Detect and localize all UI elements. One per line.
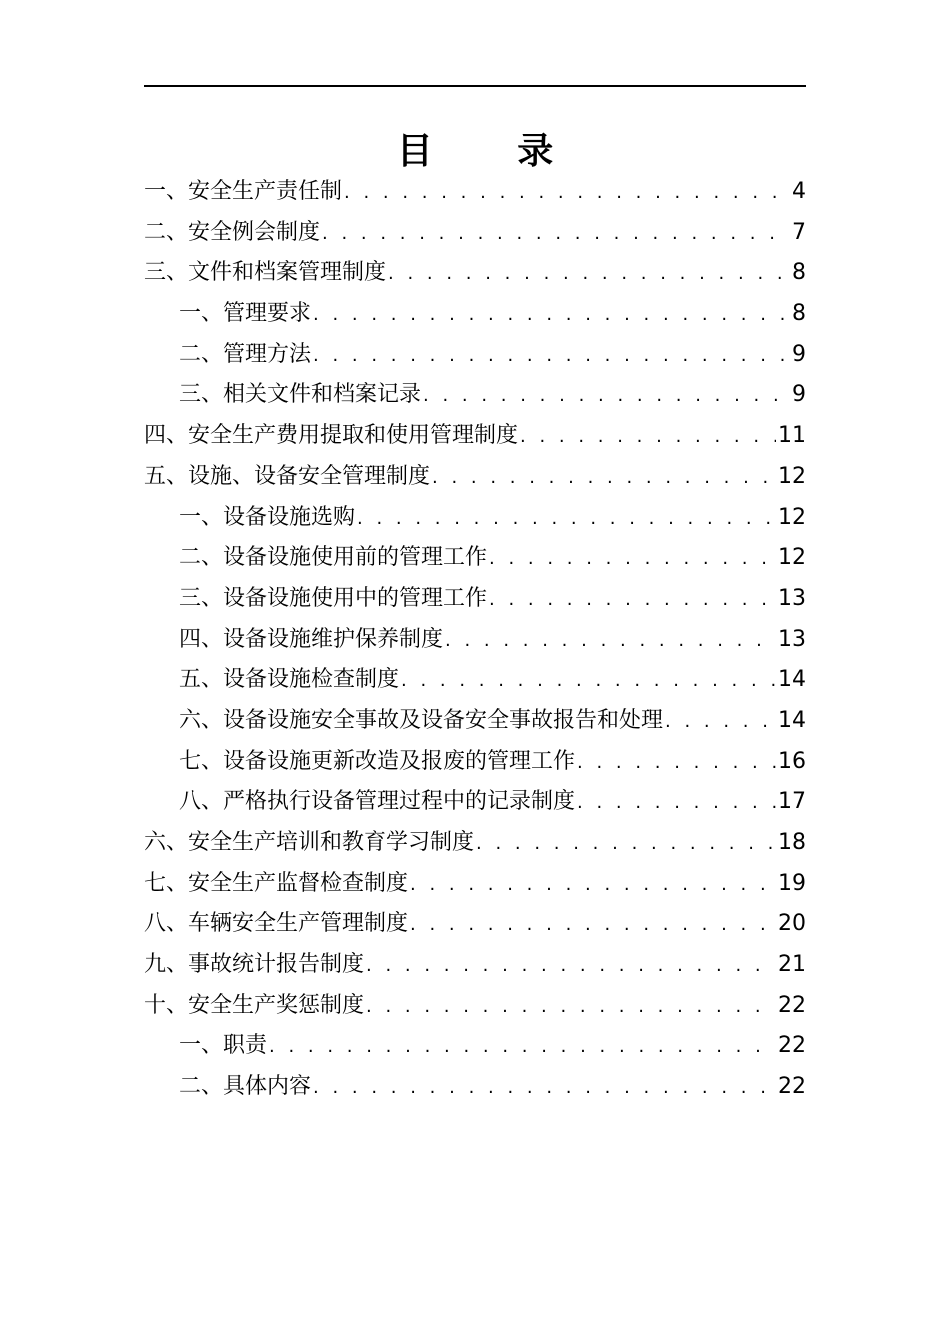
toc-leader-dots: [344, 173, 790, 214]
toc-entry-page: 9: [792, 341, 806, 367]
toc-entry[interactable]: [144, 457, 806, 498]
toc-entry[interactable]: [144, 701, 806, 742]
toc-entry[interactable]: [144, 538, 806, 579]
toc-entry-label: 一、管理要求: [179, 301, 312, 327]
toc-entry-page: 12: [778, 463, 806, 489]
toc-leader-dots: [313, 336, 790, 377]
toc-entry-label: 二、具体内容: [179, 1074, 312, 1100]
toc-entry-page: 19: [778, 870, 806, 896]
toc-entry-page: 22: [778, 1033, 806, 1059]
toc-entry-page: 9: [792, 382, 806, 408]
toc-leader-dots: [313, 1068, 776, 1109]
toc-list: [144, 172, 806, 1108]
toc-entry-label: 二、管理方法: [179, 341, 312, 367]
toc-leader-dots: [445, 621, 776, 662]
toc-leader-dots: [410, 905, 776, 946]
toc-entry[interactable]: [144, 945, 806, 986]
toc-leader-dots: [489, 539, 776, 580]
toc-entry-label: 二、设备设施使用前的管理工作: [179, 545, 488, 571]
toc-leader-dots: [476, 824, 776, 865]
header-rule: [144, 85, 806, 87]
toc-entry[interactable]: [144, 579, 806, 620]
toc-entry[interactable]: [144, 904, 806, 945]
toc-entry-label: 一、安全生产责任制: [144, 179, 343, 204]
toc-entry-page: 8: [792, 260, 806, 286]
toc-entry-label: 三、相关文件和档案记录: [179, 382, 422, 408]
toc-entry-label: 八、严格执行设备管理过程中的记录制度: [179, 789, 576, 815]
toc-entry[interactable]: [144, 986, 806, 1027]
toc-leader-dots: [366, 987, 776, 1028]
toc-entry-page: 11: [778, 423, 806, 449]
toc-leader-dots: [388, 254, 790, 295]
toc-entry[interactable]: [144, 1067, 806, 1108]
toc-title: 目 录: [396, 131, 590, 172]
toc-entry-page: 20: [778, 911, 806, 937]
toc-entry-page: 7: [792, 219, 806, 245]
toc-leader-dots: [401, 661, 776, 702]
toc-entry-page: 22: [778, 1074, 806, 1100]
toc-entry-page: 12: [778, 504, 806, 530]
toc-entry[interactable]: [144, 213, 806, 254]
toc-entry-page: 13: [778, 585, 806, 611]
toc-entry-label: 五、设施、设备安全管理制度: [144, 463, 431, 489]
toc-entry[interactable]: [144, 498, 806, 539]
toc-leader-dots: [357, 499, 776, 540]
toc-entry-page: 22: [778, 992, 806, 1018]
toc-entry[interactable]: [144, 253, 806, 294]
toc-entry-label: 七、设备设施更新改造及报废的管理工作: [179, 748, 576, 774]
toc-entry-label: 三、文件和档案管理制度: [144, 260, 387, 286]
toc-entry-page: 4: [792, 179, 806, 204]
toc-entry-label: 八、车辆安全生产管理制度: [144, 911, 409, 937]
toc-entry[interactable]: [144, 172, 806, 213]
toc-entry[interactable]: [144, 660, 806, 701]
toc-entry-label: 一、职责: [179, 1033, 268, 1059]
toc-leader-dots: [269, 1027, 776, 1068]
toc-entry-page: 14: [778, 707, 806, 733]
toc-entry-label: 四、安全生产费用提取和使用管理制度: [144, 423, 519, 449]
toc-leader-dots: [489, 580, 776, 621]
toc-entry-label: 六、设备设施安全事故及设备安全事故报告和处理: [179, 707, 664, 733]
toc-entry[interactable]: [144, 335, 806, 376]
toc-entry-label: 五、设备设施检查制度: [179, 667, 400, 693]
toc-entry-page: 21: [778, 952, 806, 978]
toc-entry[interactable]: [144, 1026, 806, 1067]
toc-entry-page: 14: [778, 667, 806, 693]
toc-leader-dots: [432, 458, 776, 499]
toc-leader-dots: [423, 376, 790, 417]
toc-entry-label: 一、设备设施选购: [179, 504, 356, 530]
toc-entry[interactable]: [144, 823, 806, 864]
toc-leader-dots: [366, 946, 776, 987]
toc-entry-page: 17: [778, 789, 806, 815]
toc-leader-dots: [577, 783, 776, 824]
toc-entry[interactable]: [144, 294, 806, 335]
toc-leader-dots: [313, 295, 790, 336]
toc-entry[interactable]: [144, 782, 806, 823]
toc-leader-dots: [520, 417, 776, 458]
toc-entry[interactable]: [144, 864, 806, 905]
toc-leader-dots: [577, 743, 776, 784]
toc-entry-label: 九、事故统计报告制度: [144, 952, 365, 978]
toc-entry-label: 六、安全生产培训和教育学习制度: [144, 830, 475, 855]
toc-entry-page: 12: [778, 545, 806, 571]
toc-entry-label: 七、安全生产监督检查制度: [144, 870, 409, 896]
toc-entry[interactable]: [144, 620, 806, 661]
toc-entry-page: 8: [792, 301, 806, 327]
toc-entry-label: 十、安全生产奖惩制度: [144, 992, 365, 1018]
toc-entry-label: 二、安全例会制度: [144, 219, 321, 245]
toc-leader-dots: [322, 214, 790, 255]
toc-entry-page: 18: [778, 830, 806, 855]
toc-entry-page: 16: [778, 748, 806, 774]
toc-leader-dots: [665, 702, 776, 743]
toc-entry-page: 13: [778, 626, 806, 652]
toc-entry[interactable]: [144, 742, 806, 783]
toc-entry[interactable]: [144, 416, 806, 457]
toc-entry[interactable]: [144, 375, 806, 416]
toc-entry-label: 四、设备设施维护保养制度: [179, 626, 444, 652]
toc-leader-dots: [410, 865, 776, 906]
toc-entry-label: 三、设备设施使用中的管理工作: [179, 585, 488, 611]
